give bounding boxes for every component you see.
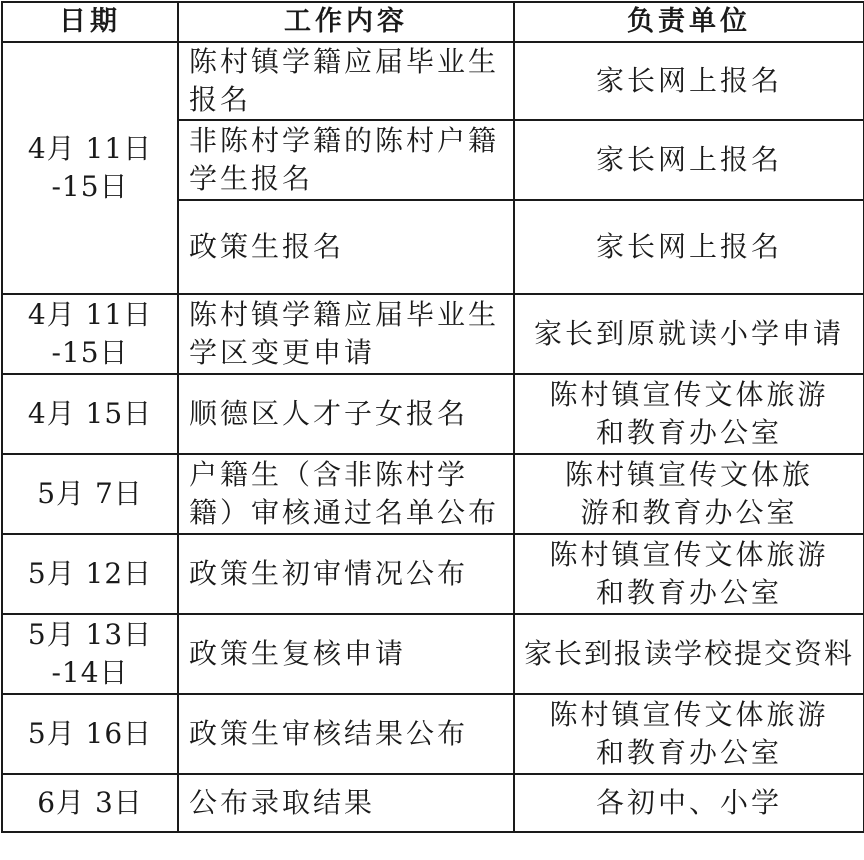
date-cell: 5月 13日 -14日: [2, 614, 178, 694]
date-cell: 5月 16日: [2, 694, 178, 774]
task-cell: 非陈村学籍的陈村户籍学生报名: [178, 120, 514, 200]
task-cell: 陈村镇学籍应届毕业生学区变更申请: [178, 294, 514, 374]
task-cell: 政策生初审情况公布: [178, 534, 514, 614]
table-row: [2, 294, 864, 374]
unit-cell: 家长网上报名: [514, 200, 864, 294]
unit-cell: 家长网上报名: [514, 42, 864, 120]
header-task: 工作内容: [178, 2, 514, 42]
unit-cell: 家长网上报名: [514, 120, 864, 200]
task-cell: 陈村镇学籍应届毕业生报名: [178, 42, 514, 120]
task-cell: 顺德区人才子女报名: [178, 374, 514, 454]
unit-cell: 陈村镇宣传文体旅游和教育办公室: [514, 694, 864, 774]
table-row: [2, 374, 864, 454]
table-row: [2, 774, 864, 832]
date-cell: 5月 7日: [2, 454, 178, 534]
date-cell: 5月 12日: [2, 534, 178, 614]
table-header-row: [2, 2, 864, 42]
table-row: [2, 454, 864, 534]
table-row: [2, 614, 864, 694]
task-cell: 政策生复核申请: [178, 614, 514, 694]
unit-cell: 陈村镇宣传文体旅游和教育办公室: [514, 454, 864, 534]
schedule-table: [1, 1, 864, 833]
task-cell: 户籍生（含非陈村学籍）审核通过名单公布: [178, 454, 514, 534]
task-cell: 公布录取结果: [178, 774, 514, 832]
header-date: 日期: [2, 2, 178, 42]
date-cell: 4月 11日 -15日: [2, 42, 178, 294]
unit-cell: 各初中、小学: [514, 774, 864, 832]
unit-cell: 陈村镇宣传文体旅游和教育办公室: [514, 534, 864, 614]
unit-cell: 家长到报读学校提交资料: [514, 614, 864, 694]
unit-cell: 陈村镇宣传文体旅游和教育办公室: [514, 374, 864, 454]
date-cell: 4月 15日: [2, 374, 178, 454]
date-cell: 6月 3日: [2, 774, 178, 832]
date-cell: 4月 11日 -15日: [2, 294, 178, 374]
schedule-table-wrapper: [1, 1, 863, 833]
table-row: [2, 534, 864, 614]
task-cell: 政策生报名: [178, 200, 514, 294]
task-cell: 政策生审核结果公布: [178, 694, 514, 774]
table-row: [2, 42, 864, 120]
header-unit: 负责单位: [514, 2, 864, 42]
unit-cell: 家长到原就读小学申请: [514, 294, 864, 374]
table-row: [2, 694, 864, 774]
